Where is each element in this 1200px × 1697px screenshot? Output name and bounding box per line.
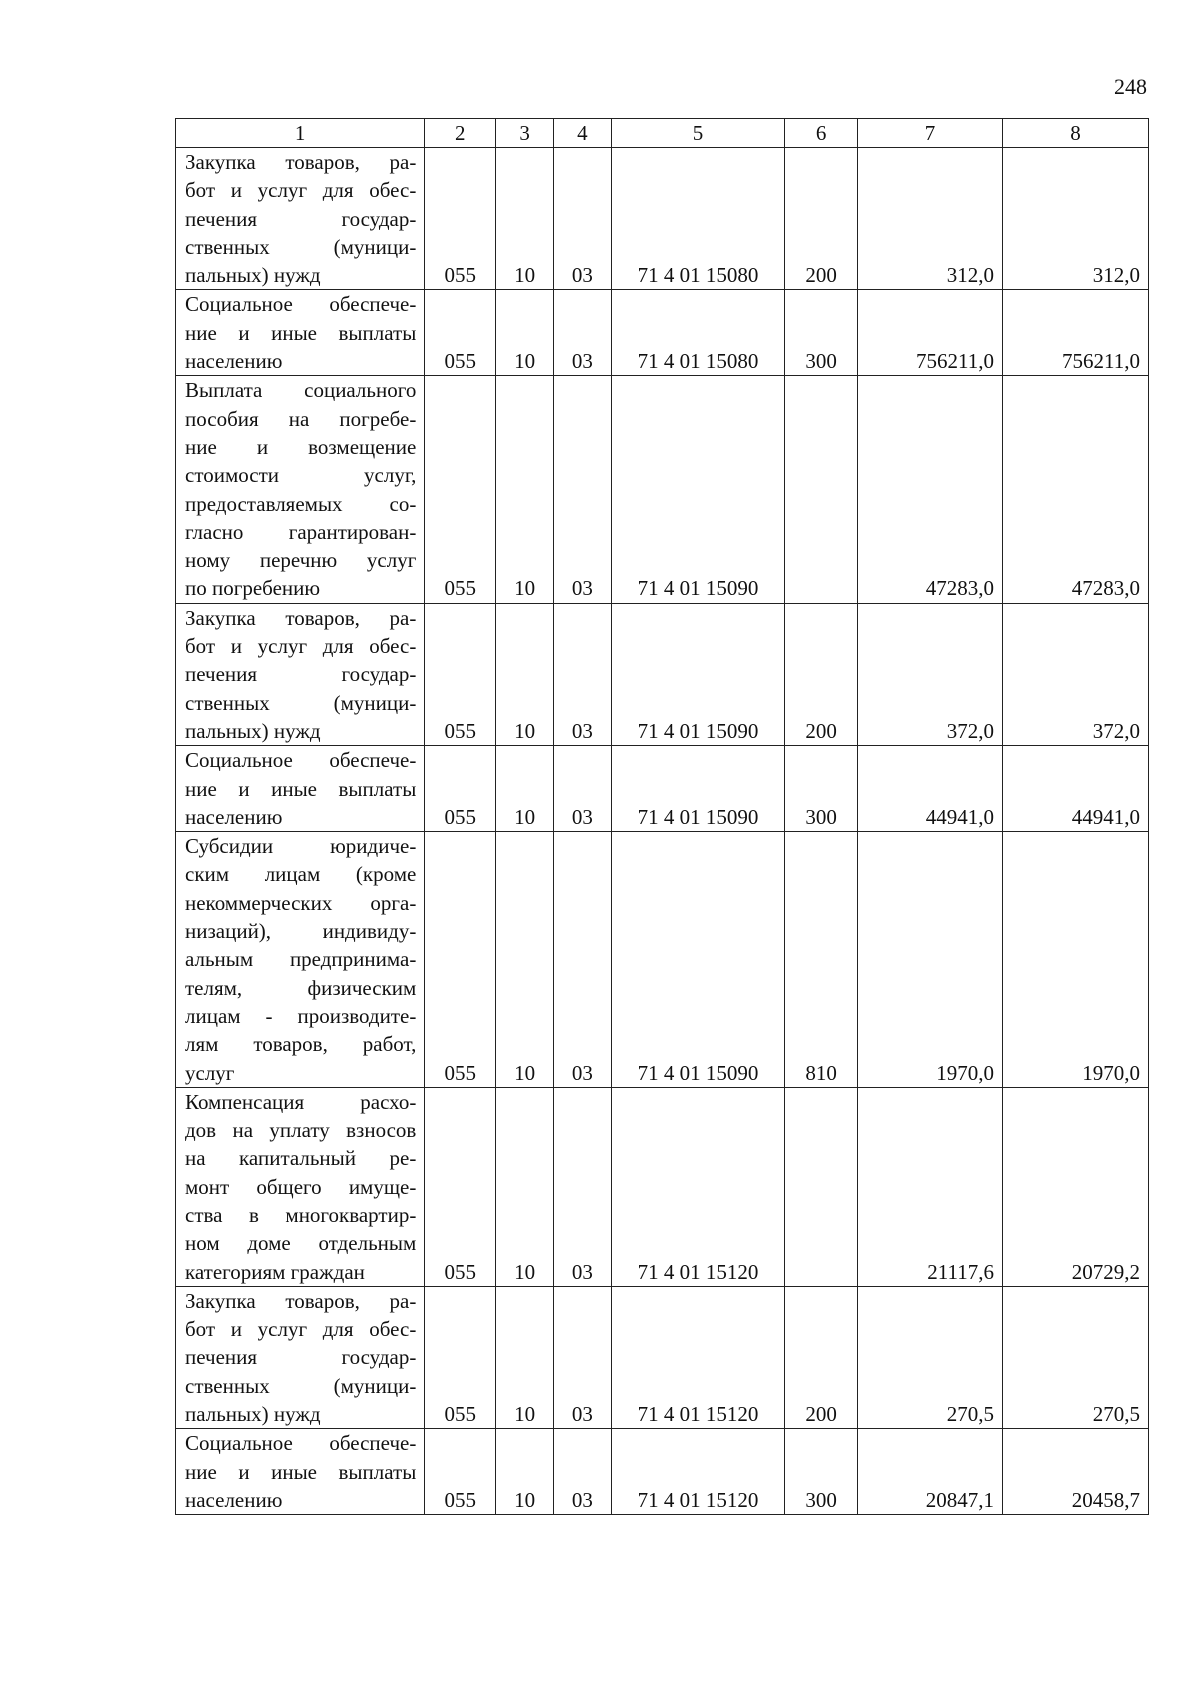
col-5-cell: 71 4 01 15120	[611, 1087, 784, 1286]
col-8-cell: 20458,7	[1003, 1429, 1149, 1515]
row-name-line: ским лицам (кроме	[185, 862, 417, 887]
table-row	[176, 1087, 1149, 1286]
col-5-cell: 71 4 01 15090	[611, 603, 784, 745]
col-8-cell: 312,0	[1003, 148, 1149, 290]
table-row	[176, 603, 1149, 745]
header-cell-1: 1	[176, 119, 425, 148]
col-8-cell: 20729,2	[1003, 1087, 1149, 1286]
row-name-line: некоммерческих орга-	[185, 890, 417, 915]
table-row	[176, 746, 1149, 832]
row-name-line: печения государ-	[185, 206, 417, 231]
col-8-cell: 1970,0	[1003, 832, 1149, 1088]
col-4-cell: 03	[554, 746, 612, 832]
col-3-cell: 10	[496, 832, 554, 1088]
col-7-cell: 372,0	[858, 603, 1003, 745]
col-3-cell: 10	[496, 148, 554, 290]
row-name-line: ственных (муници-	[185, 690, 417, 715]
table-row	[176, 148, 1149, 290]
row-name-line: ние и иные выплаты	[185, 320, 417, 345]
col-5-cell: 71 4 01 15090	[611, 376, 784, 603]
col-8-cell: 372,0	[1003, 603, 1149, 745]
row-name-line: Выплата социального	[185, 378, 417, 403]
row-name-line: услуг	[185, 1060, 235, 1085]
row-name-line: категориям граждан	[185, 1259, 365, 1284]
col-4-cell: 03	[554, 832, 612, 1088]
row-name-line: низаций), индивиду-	[185, 919, 417, 944]
page-number: 248	[1114, 74, 1147, 99]
col-3-cell: 10	[496, 290, 554, 376]
row-name-line: телям, физическим	[185, 975, 417, 1000]
row-name-line: альным предпринима-	[185, 947, 417, 972]
row-name-line: предоставляемых со-	[185, 491, 417, 516]
row-name-line: лицам - производите-	[185, 1003, 417, 1028]
header-cell-5: 5	[611, 119, 784, 148]
header-cell-2: 2	[425, 119, 496, 148]
row-name-cell	[176, 1087, 425, 1286]
col-7-cell: 20847,1	[858, 1429, 1003, 1515]
col-6-cell: 200	[785, 1286, 858, 1428]
col-4-cell: 03	[554, 376, 612, 603]
row-name-line: населению	[185, 349, 283, 374]
row-name-line: по погребению	[185, 576, 321, 601]
col-5-cell: 71 4 01 15120	[611, 1429, 784, 1515]
row-name-cell	[176, 603, 425, 745]
col-3-cell: 10	[496, 1429, 554, 1515]
row-name-line: ства в многоквартир-	[185, 1202, 417, 1227]
row-name-line: ному перечню услуг	[185, 548, 417, 573]
col-7-cell: 47283,0	[858, 376, 1003, 603]
col-7-cell: 270,5	[858, 1286, 1003, 1428]
col-3-cell: 10	[496, 1286, 554, 1428]
row-name-cell	[176, 746, 425, 832]
row-name-line: печения государ-	[185, 662, 417, 687]
col-3-cell: 10	[496, 746, 554, 832]
row-name-line: бот и услуг для обес-	[185, 178, 417, 203]
header-cell-4: 4	[554, 119, 612, 148]
row-name-line: Компенсация расхо-	[185, 1089, 417, 1114]
col-8-cell: 44941,0	[1003, 746, 1149, 832]
col-8-cell: 47283,0	[1003, 376, 1149, 603]
table-header-row	[176, 119, 1149, 148]
col-2-cell: 055	[425, 746, 496, 832]
col-4-cell: 03	[554, 1087, 612, 1286]
row-name-line: бот и услуг для обес-	[185, 1317, 417, 1342]
col-6-cell	[785, 1087, 858, 1286]
row-name-line: населению	[185, 1487, 283, 1512]
row-name-cell	[176, 148, 425, 290]
header-cell-3: 3	[496, 119, 554, 148]
row-name-line: печения государ-	[185, 1345, 417, 1370]
col-2-cell: 055	[425, 376, 496, 603]
row-name-line: стоимости услуг,	[185, 463, 417, 488]
row-name-line: Социальное обеспече-	[185, 748, 417, 773]
row-name-line: пособия на погребе-	[185, 406, 417, 431]
col-4-cell: 03	[554, 603, 612, 745]
row-name-line: Социальное обеспече-	[185, 1431, 417, 1456]
col-8-cell: 756211,0	[1003, 290, 1149, 376]
table-row	[176, 1286, 1149, 1428]
row-name-line: ном доме отдельным	[185, 1231, 417, 1256]
budget-table	[175, 118, 1149, 1515]
row-name-line: населению	[185, 804, 283, 829]
row-name-cell	[176, 832, 425, 1088]
col-2-cell: 055	[425, 603, 496, 745]
header-cell-8: 8	[1003, 119, 1149, 148]
col-3-cell: 10	[496, 603, 554, 745]
col-2-cell: 055	[425, 148, 496, 290]
col-8-cell: 270,5	[1003, 1286, 1149, 1428]
col-7-cell: 21117,6	[858, 1087, 1003, 1286]
row-name-line: пальных) нужд	[185, 263, 321, 288]
row-name-line: пальных) нужд	[185, 718, 321, 743]
row-name-line: гласно гарантирован-	[185, 519, 417, 544]
col-4-cell: 03	[554, 148, 612, 290]
col-6-cell: 200	[785, 603, 858, 745]
row-name-line: ние и иные выплаты	[185, 776, 417, 801]
col-7-cell: 312,0	[858, 148, 1003, 290]
col-7-cell: 756211,0	[858, 290, 1003, 376]
col-2-cell: 055	[425, 1286, 496, 1428]
col-5-cell: 71 4 01 15090	[611, 746, 784, 832]
col-7-cell: 44941,0	[858, 746, 1003, 832]
col-3-cell: 10	[496, 376, 554, 603]
row-name-line: лям товаров, работ,	[185, 1032, 417, 1057]
table-row	[176, 290, 1149, 376]
col-6-cell: 300	[785, 1429, 858, 1515]
col-5-cell: 71 4 01 15120	[611, 1286, 784, 1428]
row-name-line: Субсидии юридиче-	[185, 834, 417, 859]
col-6-cell: 300	[785, 290, 858, 376]
col-2-cell: 055	[425, 290, 496, 376]
row-name-line: монт общего имуще-	[185, 1174, 417, 1199]
table-row	[176, 376, 1149, 603]
col-4-cell: 03	[554, 1429, 612, 1515]
col-5-cell: 71 4 01 15080	[611, 148, 784, 290]
col-6-cell: 200	[785, 148, 858, 290]
col-2-cell: 055	[425, 832, 496, 1088]
row-name-line: ственных (муници-	[185, 1373, 417, 1398]
row-name-line: Закупка товаров, ра-	[185, 605, 417, 630]
col-4-cell: 03	[554, 1286, 612, 1428]
row-name-line: Закупка товаров, ра-	[185, 1288, 417, 1313]
col-7-cell: 1970,0	[858, 832, 1003, 1088]
row-name-cell	[176, 376, 425, 603]
row-name-cell	[176, 1286, 425, 1428]
col-6-cell: 810	[785, 832, 858, 1088]
row-name-line: пальных) нужд	[185, 1402, 321, 1427]
row-name-cell	[176, 290, 425, 376]
row-name-cell	[176, 1429, 425, 1515]
table-row	[176, 1429, 1149, 1515]
row-name-line: ственных (муници-	[185, 234, 417, 259]
col-5-cell: 71 4 01 15080	[611, 290, 784, 376]
row-name-line: дов на уплату взносов	[185, 1118, 417, 1143]
table-row	[176, 832, 1149, 1088]
col-3-cell: 10	[496, 1087, 554, 1286]
row-name-line: на капитальный ре-	[185, 1146, 417, 1171]
row-name-line: Социальное обеспече-	[185, 292, 417, 317]
row-name-line: ние и иные выплаты	[185, 1459, 417, 1484]
col-2-cell: 055	[425, 1429, 496, 1515]
col-6-cell	[785, 376, 858, 603]
col-5-cell: 71 4 01 15090	[611, 832, 784, 1088]
row-name-line: бот и услуг для обес-	[185, 634, 417, 659]
row-name-line: ние и возмещение	[185, 434, 417, 459]
col-4-cell: 03	[554, 290, 612, 376]
header-cell-6: 6	[785, 119, 858, 148]
col-2-cell: 055	[425, 1087, 496, 1286]
table-body	[176, 148, 1149, 1515]
header-cell-7: 7	[858, 119, 1003, 148]
col-6-cell: 300	[785, 746, 858, 832]
row-name-line: Закупка товаров, ра-	[185, 150, 417, 174]
